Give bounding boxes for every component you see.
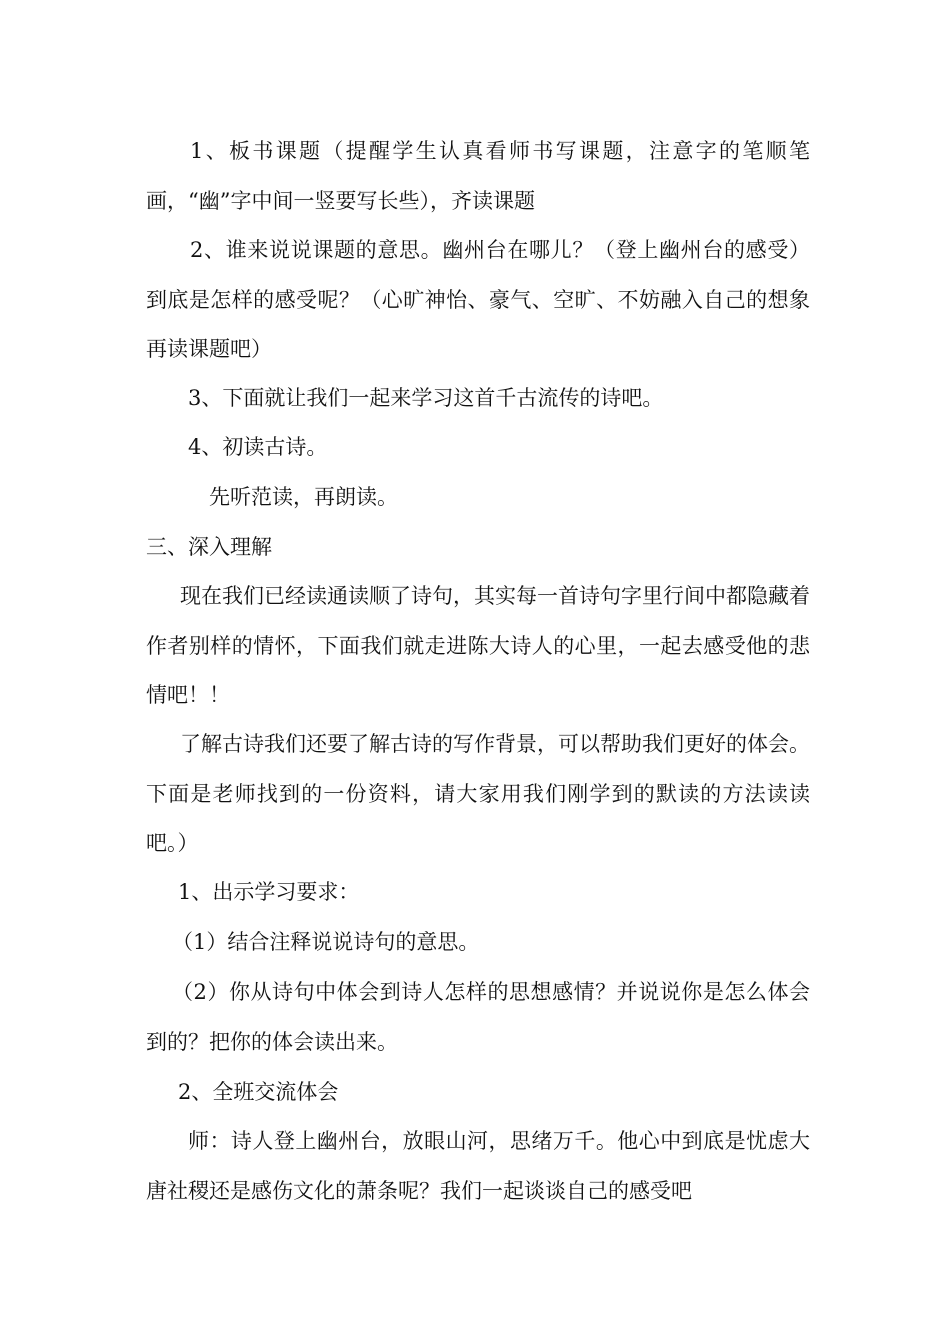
paragraph-9: （1）结合注释说说诗句的意思。 — [172, 930, 480, 954]
paragraph-11: 2、全班交流体会 — [178, 1080, 339, 1104]
paragraph-8: 1、出示学习要求： — [178, 880, 360, 904]
paragraph-2: 2、谁来说说课题的意思。幽州台在哪儿？（登上幽州台的感受）到底是怎样的感受呢？（心旷神怡、豪气、空旷、不妨融入自己的想象再读课题吧） — [146, 238, 810, 361]
paragraph-1: 1、板书课题（提醒学生认真看师书写课题，注意字的笔顺笔画，“幽”字中间一竖要写长些），齐读课题 — [146, 139, 810, 213]
paragraph-3: 3、下面就让我们一起来学习这首千古流传的诗吧。 — [188, 386, 664, 410]
section-heading: 三、深入理解 — [146, 535, 272, 559]
paragraph-10: （2）你从诗句中体会到诗人怎样的思想感情？并说说你是怎么体会到的？把你的体会读出来。 — [146, 980, 810, 1054]
paragraph-12: 师：诗人登上幽州台，放眼山河，思绪万千。他心中到底是忧虑大唐社稷还是感伤文化的萧条呢？我们一起谈谈自己的感受吧 — [146, 1129, 810, 1203]
paragraph-5: 先听范读，再朗读。 — [209, 485, 398, 509]
paragraph-6: 现在我们已经读通读顺了诗句，其实每一首诗句字里行间中都隐藏着作者别样的情怀，下面我们就走进陈大诗人的心里，一起去感受他的悲情吧！！ — [146, 584, 810, 707]
paragraph-7: 了解古诗我们还要了解古诗的写作背景，可以帮助我们更好的体会。下面是老师找到的一份资料，请大家用我们刚学到的默读的方法读读吧。） — [146, 732, 810, 855]
paragraph-4: 4、初读古诗。 — [188, 435, 328, 459]
